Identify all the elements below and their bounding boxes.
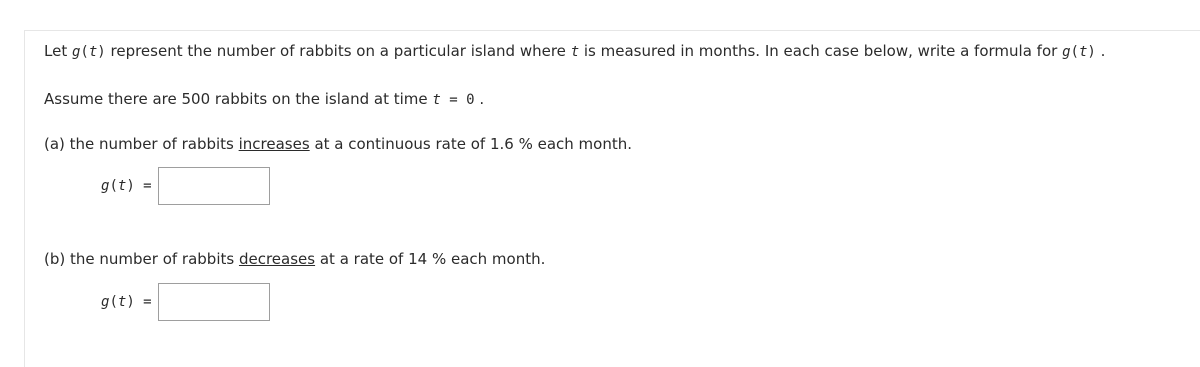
assumption-initial-time: t = 0 [432, 92, 475, 108]
part-a-suffix: at a continuous rate of 1.6 % each month. [309, 135, 633, 153]
part-a-answer-label: g(t) = [101, 178, 152, 194]
assumption-text [44, 89, 484, 110]
intro-text-end: is measured in months. In each case below, write a formula for [579, 42, 1063, 60]
intro-text-middle: represent the number of rabbits on a particular island where [105, 42, 571, 60]
part-b-prompt [44, 249, 545, 269]
part-a-answer-input[interactable] [158, 167, 270, 205]
intro-func-g-of-t: g(t) [71, 44, 106, 60]
part-a-prefix: (a) the number of rabbits [44, 135, 239, 153]
part-a-answer-row [101, 166, 270, 206]
part-b-answer-row [101, 282, 270, 322]
part-b-keyword: decreases [238, 250, 316, 268]
question-intro [44, 41, 1105, 62]
intro-text-start: Let [44, 42, 72, 60]
part-b-answer-input[interactable] [158, 283, 270, 321]
part-a-keyword: increases [238, 135, 310, 153]
question-left-border [24, 30, 25, 367]
part-a-prompt [44, 134, 632, 154]
intro-var-t: t [570, 44, 580, 60]
assumption-period: . [474, 90, 485, 108]
part-b-prefix: (b) the number of rabbits [44, 250, 239, 268]
intro-func-g-of-t-2: g(t) [1062, 44, 1096, 60]
part-b-answer-label: g(t) = [101, 294, 152, 310]
assumption-sentence: Assume there are 500 rabbits on the island at time [44, 90, 433, 108]
part-b-suffix: at a rate of 14 % each month. [315, 250, 546, 268]
question-top-border [24, 30, 1200, 31]
intro-period: . [1095, 42, 1106, 60]
